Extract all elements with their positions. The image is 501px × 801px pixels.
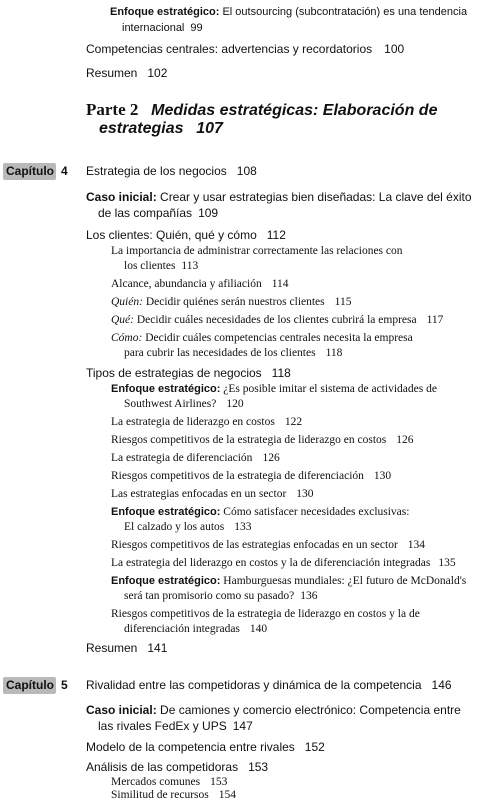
- page-number: 153: [248, 760, 269, 774]
- entry-italic: Cómo:: [111, 332, 143, 344]
- toc-entry-diferenciacion: [111, 452, 280, 464]
- toc-entry-southwest-cont: [124, 398, 244, 410]
- part-heading-cont: [99, 118, 223, 138]
- entry-text: Tipos de estrategias de negocios: [86, 366, 262, 380]
- entry-text: para cubrir las necesidades de los clientes: [124, 347, 316, 359]
- entry-text: Riesgos competitivos de la estrategia de liderazgo en costos: [111, 434, 387, 446]
- page-number: 114: [271, 278, 289, 290]
- chapter-label: Capítulo: [6, 678, 54, 692]
- page-number: 112: [266, 228, 286, 242]
- part-title: Medidas estratégicas: Elaboración de: [151, 102, 438, 119]
- part-prefix: Parte 2: [86, 100, 139, 119]
- page-number: 130: [296, 488, 314, 500]
- toc-entry-calzado-cont: [124, 521, 252, 533]
- page-number: 122: [284, 416, 303, 428]
- page-number: 134: [407, 539, 426, 551]
- entry-italic: Quién:: [111, 296, 143, 308]
- entry-text: de las compañías: [98, 206, 193, 220]
- page-number: 135: [438, 557, 456, 569]
- entry-text: Similitud de recursos: [111, 789, 209, 801]
- chapter-title: [86, 678, 452, 692]
- entry-text: Estrategia de los negocios: [86, 164, 227, 178]
- toc-entry-caso-inicial-cont: [98, 719, 253, 733]
- entry-text: Decidir cuáles necesidades de los clientes cubrirá la empresa: [134, 314, 417, 326]
- toc-entry-importancia-cont: [124, 260, 198, 272]
- toc-entry-mcdonalds: [111, 575, 466, 587]
- entry-text: ¿Es posible imitar el sistema de actividades de: [220, 383, 437, 395]
- entry-prefix: Caso inicial:: [86, 703, 157, 717]
- toc-entry-como-cont: [124, 347, 342, 359]
- page-number: 136: [300, 590, 318, 602]
- toc-entry-outsourcing: [110, 6, 467, 18]
- entry-text: Mercados comunes: [111, 776, 201, 788]
- entry-text: las rivales FedEx y UPS: [98, 719, 227, 733]
- toc-entry-calzado: [111, 506, 409, 518]
- entry-text: Cómo satisfacer necesidades exclusivas:: [220, 506, 410, 518]
- toc-entry-riesgos-diferenciacion: [111, 470, 391, 482]
- entry-text: diferenciación integradas: [124, 623, 240, 635]
- entry-prefix: Enfoque estratégico:: [110, 6, 220, 18]
- toc-entry-alcance: [111, 278, 289, 290]
- toc-entry-competencias: [86, 42, 404, 56]
- entry-text: La importancia de administrar correctamente las relaciones con: [111, 245, 403, 257]
- toc-entry-riesgos-integradas-cont: [124, 623, 267, 635]
- page-number: 154: [218, 789, 236, 801]
- page-number: 113: [181, 260, 199, 272]
- entry-text: Crear y usar estrategias bien diseñadas: La clave del éxito: [156, 190, 472, 204]
- toc-entry-caso-inicial-cont: [98, 206, 218, 220]
- entry-text: internacional: [122, 22, 185, 34]
- toc-entry-resumen: [86, 66, 167, 80]
- toc-entry-modelo: [86, 740, 325, 754]
- page-number: 115: [334, 296, 352, 308]
- entry-text: Alcance, abundancia y afiliación: [111, 278, 262, 290]
- entry-text: Decidir quiénes serán nuestros clientes: [142, 296, 325, 308]
- toc-entry-analisis: [86, 760, 268, 774]
- entry-text: Rivalidad entre las competidoras y dinámica de la competencia: [86, 678, 422, 692]
- toc-entry-que: [111, 314, 443, 326]
- entry-text: Modelo de la competencia entre rivales: [86, 740, 295, 754]
- entry-text: Decidir cuáles competencias centrales necesita la empresa: [142, 332, 413, 344]
- page-number: 107: [196, 120, 223, 137]
- toc-entry-quien: [111, 296, 351, 308]
- page-number: 133: [234, 521, 252, 533]
- entry-prefix: Enfoque estratégico:: [111, 506, 221, 518]
- toc-entry-como: [111, 332, 413, 344]
- chapter-number: 4: [61, 164, 68, 178]
- toc-entry-riesgos-liderazgo: [111, 434, 414, 446]
- page-number: 117: [426, 314, 444, 326]
- toc-entry-outsourcing-cont: [122, 22, 203, 34]
- entry-text: Hamburguesas mundiales: ¿El futuro de McDonald's: [220, 575, 467, 587]
- entry-text: Resumen: [86, 66, 138, 80]
- toc-entry-mercados: [111, 776, 227, 788]
- page-number: 126: [396, 434, 414, 446]
- entry-text: será tan promisorio como su pasado?: [124, 590, 295, 602]
- page-number: 147: [232, 719, 253, 733]
- entry-text: Los clientes: Quién, qué y cómo: [86, 228, 257, 242]
- page-number: 126: [262, 452, 280, 464]
- entry-text: Riesgos competitivos de la estrategia de liderazgo en costos y la de: [111, 608, 420, 620]
- toc-entry-southwest: [111, 383, 437, 395]
- chapter-label: Capítulo: [6, 164, 54, 178]
- entry-text: Las estrategias enfocadas en un sector: [111, 488, 287, 500]
- page-number: 118: [271, 366, 291, 380]
- page-number: 99: [190, 22, 203, 34]
- toc-entry-riesgos-enfocadas: [111, 539, 425, 551]
- toc-entry-integradas: [111, 557, 456, 569]
- toc-entry-caso-inicial: [86, 190, 472, 204]
- page-number: 140: [249, 623, 268, 635]
- entry-text: Análisis de las competidoras: [86, 760, 239, 774]
- toc-entry-tipos: [86, 366, 291, 380]
- entry-text: La estrategia del liderazgo en costos y la de diferenciación integradas: [111, 557, 431, 569]
- entry-text: La estrategia de liderazgo en costos: [111, 416, 275, 428]
- page-number: 130: [373, 470, 392, 482]
- entry-italic: Qué:: [111, 314, 134, 326]
- page-number: 152: [304, 740, 325, 754]
- part-heading: [86, 100, 437, 120]
- toc-entry-liderazgo: [111, 416, 302, 428]
- page-number: 109: [198, 206, 219, 220]
- toc-entry-mcdonalds-cont: [124, 590, 317, 602]
- entry-text: El outsourcing (subcontratación) es una tendencia: [219, 6, 468, 18]
- toc-entry-similitud: [111, 790, 236, 800]
- toc-entry-riesgos-integradas: [111, 608, 420, 620]
- part-title-cont: estrategias: [99, 120, 184, 137]
- entry-text: De camiones y comercio electrónico: Competencia entre: [156, 703, 461, 717]
- entry-prefix: Caso inicial:: [86, 190, 157, 204]
- toc-entry-importancia: [111, 245, 403, 257]
- toc-entry-enfocadas: [111, 488, 314, 500]
- page-number: 100: [384, 42, 405, 56]
- entry-text: Competencias centrales: advertencias y recordatorios: [86, 42, 373, 56]
- page-number: 120: [226, 398, 244, 410]
- entry-prefix: Enfoque estratégico:: [111, 383, 221, 395]
- page-number: 118: [325, 347, 343, 359]
- page-number: 102: [147, 66, 168, 80]
- toc-entry-caso-inicial: [86, 703, 461, 717]
- entry-text: El calzado y los autos: [124, 521, 225, 533]
- entry-text: La estrategia de diferenciación: [111, 452, 253, 464]
- entry-text: Riesgos competitivos de las estrategias enfocadas en un sector: [111, 539, 398, 551]
- entry-text: los clientes: [124, 260, 176, 272]
- toc-entry-resumen-ch4: [86, 641, 167, 655]
- chapter-title: [86, 164, 257, 178]
- chapter-number: 5: [61, 678, 68, 692]
- entry-prefix: Enfoque estratégico:: [111, 575, 221, 587]
- page-number: 141: [147, 641, 168, 655]
- toc-entry-clientes: [86, 228, 286, 242]
- entry-text: Resumen: [86, 641, 138, 655]
- page-number: 146: [431, 678, 452, 692]
- page-number: 153: [210, 776, 228, 788]
- entry-text: Southwest Airlines?: [124, 398, 217, 410]
- entry-text: Riesgos competitivos de la estrategia de diferenciación: [111, 470, 364, 482]
- page-number: 108: [236, 164, 257, 178]
